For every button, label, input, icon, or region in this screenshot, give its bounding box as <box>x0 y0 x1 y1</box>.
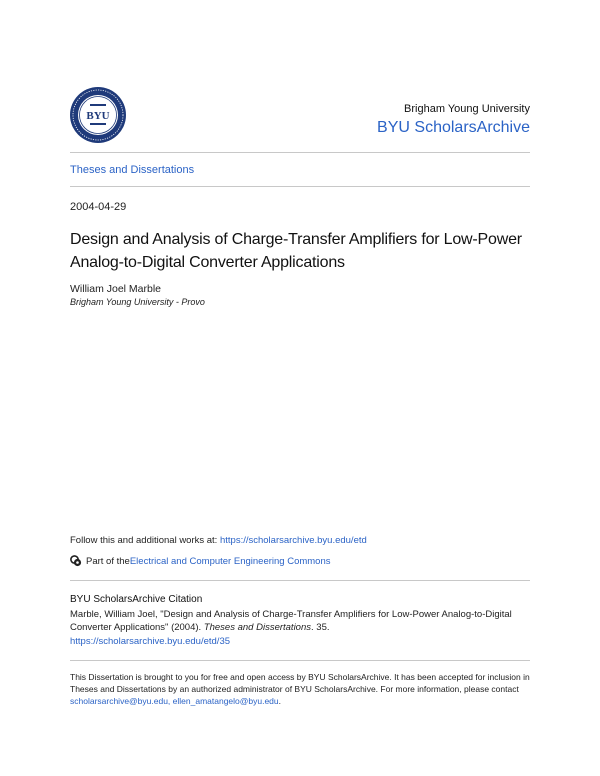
publication-date: 2004-04-29 <box>70 201 127 213</box>
access-notice <box>70 671 530 707</box>
divider <box>70 186 530 187</box>
byu-seal-icon <box>69 86 127 144</box>
citation-heading: BYU ScholarsArchive Citation <box>70 594 203 605</box>
etd-link[interactable]: https://scholarsarchive.byu.edu/etd <box>219 535 367 546</box>
seal-text: BYU <box>86 110 110 122</box>
bepress-icon <box>70 555 82 567</box>
author-name: William Joel Marble <box>70 283 162 295</box>
divider <box>70 660 530 661</box>
citation-url-link[interactable]: https://scholarsarchive.byu.edu/etd/35 <box>70 636 231 647</box>
follow-prefix: Follow this and additional works at: <box>70 535 220 546</box>
citation-text <box>70 608 540 634</box>
notice-text: This Dissertation is brought to you for free and open access by BYU ScholarsArchive. It has been accepted for inclusion in Theses and Dissertations by an authorized administrator of BYU ScholarsArchive. For more information, please contact <box>70 672 530 694</box>
divider <box>70 152 530 153</box>
citation-series: Theses and Dissertations <box>203 622 312 633</box>
citation-body: Marble, William Joel, "Design and Analysis of Charge-Transfer Amplifiers for Low-Power Analog-to-Digital Converter Applications" (2004). <box>70 609 512 633</box>
follow-line <box>70 535 367 546</box>
part-of-prefix: Part of the <box>86 555 130 567</box>
document-title: Design and Analysis of Charge-Transfer Amplifiers for Low-Power Analog-to-Digital Converter Applications <box>70 231 522 271</box>
divider <box>70 580 530 581</box>
institution-name: Brigham Young University <box>404 103 530 115</box>
contact-email-link[interactable]: scholarsarchive@byu.edu, ellen_amatangelo@byu.edu <box>70 696 279 706</box>
part-of-line <box>70 555 331 567</box>
series-link[interactable]: Theses and Dissertations <box>70 164 195 176</box>
notice-end: . <box>278 696 282 706</box>
archive-name-link[interactable]: BYU ScholarsArchive <box>377 119 530 136</box>
author-affiliation: Brigham Young University - Provo <box>70 297 205 307</box>
commons-link[interactable]: Electrical and Computer Engineering Commons <box>129 555 331 567</box>
citation-end: . 35. <box>311 622 330 633</box>
